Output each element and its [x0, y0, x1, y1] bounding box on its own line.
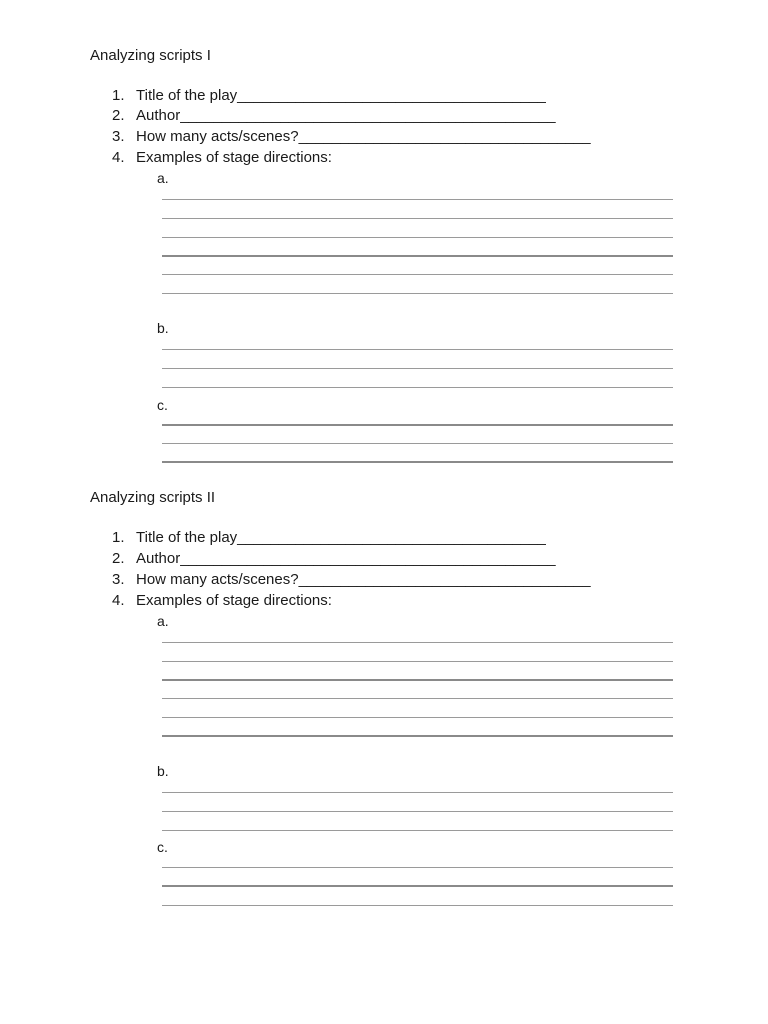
- item-number: 4.: [112, 592, 125, 609]
- answer-line: [162, 255, 673, 257]
- item-number: 3.: [112, 571, 125, 588]
- title-of-play-item: [112, 528, 546, 548]
- answer-line: [162, 679, 673, 681]
- answer-line: [162, 424, 673, 426]
- item-text: Author_____________________________________________: [136, 550, 556, 567]
- sub-label-a: a.: [157, 613, 169, 629]
- sub-label-b: b.: [157, 763, 169, 779]
- answer-line: [162, 867, 673, 868]
- answer-line: [162, 218, 673, 219]
- answer-line: [162, 792, 673, 793]
- item-text: Examples of stage directions:: [136, 149, 332, 166]
- answer-line: [162, 368, 673, 369]
- sub-label-c: c.: [157, 397, 168, 413]
- item-number: 2.: [112, 550, 125, 567]
- answer-line: [162, 698, 673, 699]
- acts-scenes-item: [112, 127, 591, 147]
- answer-line: [162, 387, 673, 388]
- acts-scenes-item: [112, 570, 591, 590]
- stage-directions-item: [112, 591, 332, 611]
- item-number: 4.: [112, 149, 125, 166]
- answer-line: [162, 830, 673, 831]
- section-title: Analyzing scripts II: [90, 489, 216, 506]
- answer-line: [162, 811, 673, 812]
- stage-directions-item: [112, 148, 332, 168]
- item-text: Author_____________________________________________: [136, 107, 556, 124]
- answer-line: [162, 443, 673, 444]
- answer-line: [162, 735, 673, 737]
- section-title: Analyzing scripts I: [90, 47, 211, 64]
- answer-line: [162, 661, 673, 662]
- answer-line: [162, 461, 673, 463]
- answer-line: [162, 237, 673, 238]
- item-text: How many acts/scenes?___________________________________: [136, 128, 591, 145]
- item-number: 2.: [112, 107, 125, 124]
- item-number: 3.: [112, 128, 125, 145]
- answer-line: [162, 293, 673, 294]
- answer-line: [162, 717, 673, 718]
- sub-label-c: c.: [157, 839, 168, 855]
- title-of-play-item: [112, 86, 546, 106]
- sub-label-a: a.: [157, 170, 169, 186]
- answer-line: [162, 199, 673, 200]
- item-number: 1.: [112, 529, 125, 546]
- item-text: Title of the play_____________________________________: [136, 87, 546, 104]
- item-text: Title of the play_____________________________________: [136, 529, 546, 546]
- answer-line: [162, 885, 673, 887]
- author-item: [112, 549, 556, 569]
- item-number: 1.: [112, 87, 125, 104]
- sub-label-b: b.: [157, 320, 169, 336]
- author-item: [112, 106, 556, 126]
- answer-line: [162, 349, 673, 350]
- answer-line: [162, 642, 673, 643]
- item-text: Examples of stage directions:: [136, 592, 332, 609]
- item-text: How many acts/scenes?___________________________________: [136, 571, 591, 588]
- answer-line: [162, 905, 673, 906]
- answer-line: [162, 274, 673, 275]
